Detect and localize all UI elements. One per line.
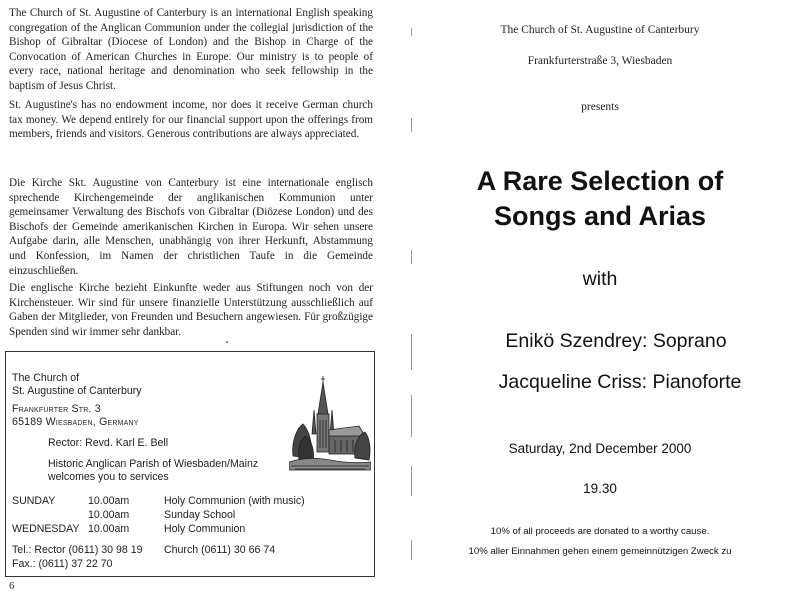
church-name-line1: The Church of xyxy=(12,372,80,384)
church-address: Frankfurterstraße 3, Wiesbaden xyxy=(527,55,673,67)
presents-text: presents xyxy=(581,101,619,113)
service-time: 10.00am xyxy=(88,495,130,507)
service-day: WEDNESDAY xyxy=(12,523,80,535)
paragraph-german-intro: Die Kirche Skt. Augustine von Canterbury ist eine internationale englisch sprechende Kirchengemeinde der anglikanischen Kommunion unter gemeinsamer Verwaltung des Bischofs von Gibraltar (Diözese London) und des Bischofs der Gemeinde amerikanischen Kirchen in Europa. Wir sehen unsere Aufgabe darin, alle Menschen, unabhängig von ihrer Herkunft, Abstammung und Konfession, im Namen der christlichen Taufe in die Gemeinde einzuschließen. xyxy=(9,177,373,277)
performer-pianoforte: Jacqueline Criss: Pianoforte xyxy=(498,371,742,393)
with-text: with xyxy=(582,268,618,290)
concert-title-line1: A Rare Selection of xyxy=(476,166,724,196)
performer-soprano: Enikö Szendrey: Soprano xyxy=(505,330,727,352)
service-time: 10.00am xyxy=(88,523,130,535)
service-row xyxy=(6,523,374,536)
service-name: Holy Communion (with music) xyxy=(164,495,305,507)
concert-time: 19.30 xyxy=(583,481,617,496)
fax-number: Fax.: (0611) 37 22 70 xyxy=(12,558,113,570)
parish-line1: Historic Anglican Parish of Wiesbaden/Mainz xyxy=(48,458,259,470)
service-time: 10.00am xyxy=(88,509,130,521)
concert-title-line2: Songs and Arias xyxy=(493,201,707,231)
right-page xyxy=(400,0,800,591)
service-name: Sunday School xyxy=(164,509,236,521)
street-address: Frankfurter Str. 3 xyxy=(12,403,101,415)
church-illustration xyxy=(289,374,371,476)
proceeds-note-english: 10% of all proceeds are donated to a worthy cause. xyxy=(490,526,710,537)
tel-rector: Tel.: Rector (0611) 30 98 19 xyxy=(12,544,143,556)
stray-dot xyxy=(226,341,228,343)
service-row xyxy=(6,509,374,522)
service-name: Holy Communion xyxy=(164,523,246,535)
paragraph-english-support: St. Augustine's has no endowment income, nor does it receive German church tax money. We depend entirely for our financial support upon the offerings from members, friends and visitors. Generous contributions are always appreciated. xyxy=(9,99,373,141)
church-name-line2: St. Augustine of Canterbury xyxy=(12,385,142,397)
church-name: The Church of St. Augustine of Canterbury xyxy=(500,24,700,36)
page-number: 6 xyxy=(9,580,15,591)
church-info-box xyxy=(5,351,375,577)
proceeds-note-german: 10% aller Einnahmen gehen einem gemeinnützigen Zweck zu xyxy=(468,546,732,557)
paragraph-german-support: Die englische Kirche bezieht Einkunfte weder aus Stiftungen noch von der Kirchensteuer. Wir sind für unsere finanzielle Unterstützung ausschließlich auf Gaben der Mitglieder, von Freunden und Besuchern angewiesen. Für großzügige Spenden sind wir immer sehr dankbar. xyxy=(9,282,373,338)
parish-line2: welcomes you to services xyxy=(48,471,169,483)
city-address: 65189 Wiesbaden, Germany xyxy=(12,416,139,428)
tel-church: Church (0611) 30 66 74 xyxy=(164,544,276,556)
concert-date: Saturday, 2nd December 2000 xyxy=(508,441,692,456)
paragraph-english-intro: The Church of St. Augustine of Canterbury is an international English speaking congregation of the Anglican Communion under the collegial jurisdiction of the Bishop of Gibraltar (Diocese of London) and the Bishop in Charge of the Convocation of American Churches in Europe. Our ministry is to people of every race, national heritage and denomination who seek fellowship in the baptism of Jesus Christ. xyxy=(9,7,373,92)
rector-line: Rector: Revd. Karl E. Bell xyxy=(48,437,169,449)
service-row xyxy=(6,495,374,508)
service-day: SUNDAY xyxy=(12,495,56,507)
